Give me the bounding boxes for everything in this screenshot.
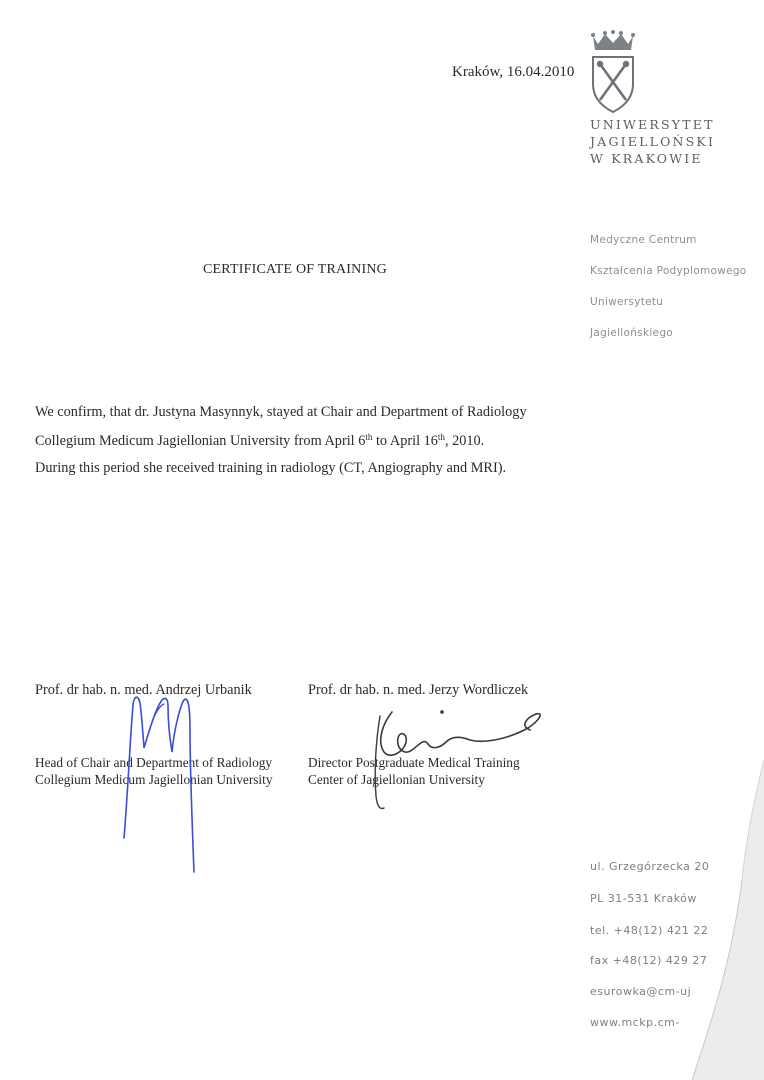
address-line: ul. Grzegórzecka 20 [590, 860, 710, 873]
black-signature-icon [440, 710, 444, 714]
role-line: Director Postgraduate Medical Training [308, 755, 520, 770]
center-name-line: Medyczne Centrum [590, 234, 697, 246]
role-line: Collegium Medicum Jagiellonian University [35, 772, 273, 787]
address-line: fax +48(12) 429 27 [590, 954, 708, 967]
document-date: Kraków, 16.04.2010 [452, 64, 575, 80]
blue-signature-icon [124, 697, 194, 872]
body-text: Collegium Medicum Jagiellonian University from April 6 [35, 433, 366, 449]
ordinal-suffix: th [437, 432, 445, 442]
folded-corner-icon [672, 760, 764, 1080]
address-line: esurowka@cm-uj [590, 985, 692, 998]
certificate-title: CERTIFICATE OF TRAINING [203, 262, 387, 277]
blue-signature-icon [147, 704, 164, 738]
body-text: , 2010. [444, 433, 485, 449]
center-name-line: Uniwersytetu [590, 296, 664, 308]
left-signatory-name: Prof. dr hab. n. med. Andrzej Urbanik [35, 682, 252, 698]
center-name-line: Jagiellońskiego [590, 327, 674, 339]
address-line: www.mckp.cm- [590, 1016, 680, 1029]
right-signatory-name: Prof. dr hab. n. med. Jerzy Wordliczek [308, 682, 529, 698]
university-name-line: W KRAKOWIE [590, 151, 703, 166]
role-line: Center of Jagiellonian University [308, 772, 485, 787]
center-name-line: Kształcenia Podyplomowego [590, 265, 747, 277]
address-line: tel. +48(12) 421 22 [590, 924, 709, 937]
role-line: Head of Chair and Department of Radiology [35, 755, 273, 770]
body-line: During this period she received training in radiology (CT, Angiography and MRI). [35, 460, 507, 476]
university-name-line: UNIWERSYTET [590, 117, 715, 132]
body-text: to April 16 [372, 433, 438, 449]
ordinal-suffix: th [365, 432, 373, 442]
black-signature-icon [381, 712, 540, 755]
university-name-line: JAGIELLOŃSKI [590, 134, 716, 149]
body-line: We confirm, that dr. Justyna Masynnyk, stayed at Chair and Department of Radiology [35, 404, 527, 420]
address-line: PL 31-531 Kraków [590, 892, 697, 905]
